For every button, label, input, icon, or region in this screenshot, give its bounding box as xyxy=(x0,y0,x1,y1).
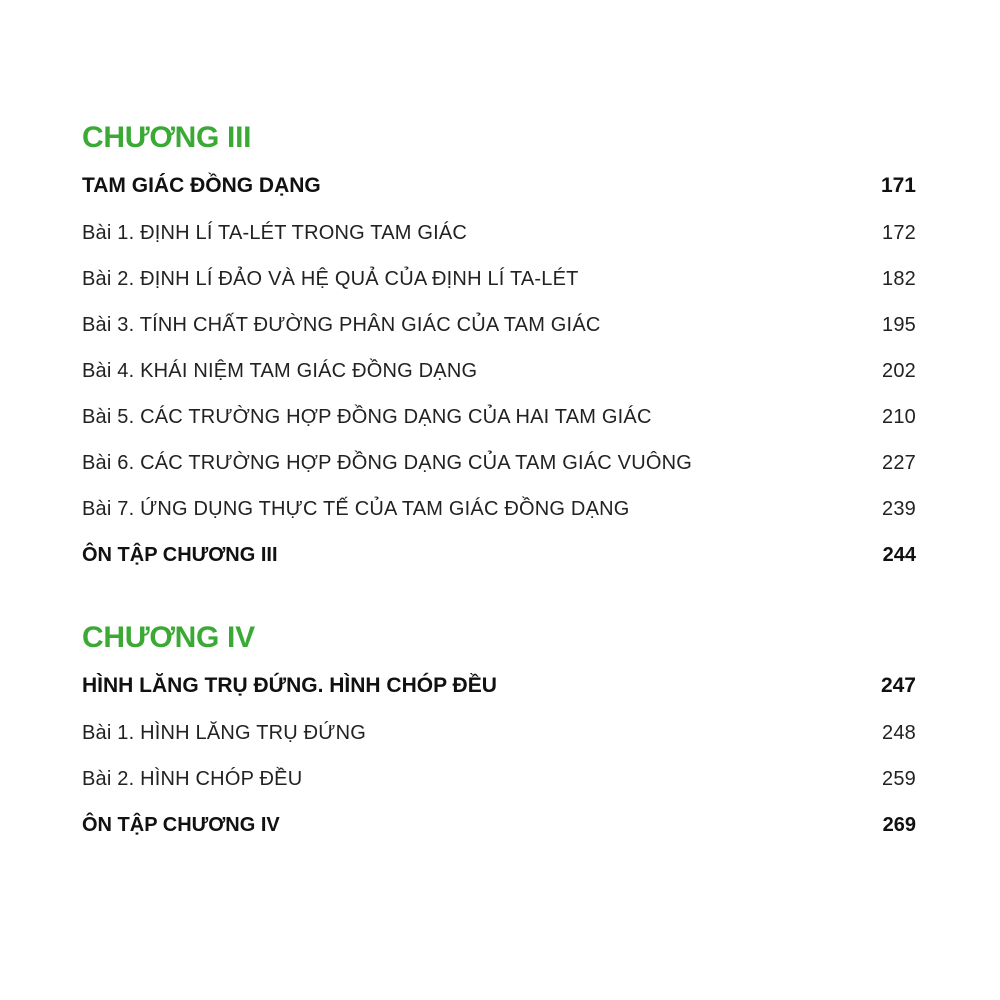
table-of-contents xyxy=(82,118,916,848)
page-number: 210 xyxy=(882,405,916,428)
page-number: 172 xyxy=(882,221,916,244)
page-number: 202 xyxy=(882,359,916,382)
lesson-title: Bài 1. ĐỊNH LÍ TA-LÉT TRONG TAM GIÁC xyxy=(82,221,468,244)
lesson-title: Bài 3. TÍNH CHẤT ĐƯỜNG PHÂN GIÁC CỦA TAM GIÁC xyxy=(82,313,601,336)
page-number: 195 xyxy=(882,313,916,336)
chapter-title: HÌNH LĂNG TRỤ ĐỨNG. HÌNH CHÓP ĐỀU xyxy=(82,674,497,697)
lesson-title: Bài 7. ỨNG DỤNG THỰC TẾ CỦA TAM GIÁC ĐỒNG DẠNG xyxy=(82,497,630,520)
page-number: 227 xyxy=(882,451,916,474)
page-number: 171 xyxy=(880,174,916,197)
page-number: 248 xyxy=(882,721,916,744)
page-number: 239 xyxy=(882,497,916,520)
page-number: 182 xyxy=(882,267,916,290)
toc-entry-review[interactable] xyxy=(82,802,916,848)
chapter-3 xyxy=(82,118,916,578)
chapter-label: CHƯƠNG IV xyxy=(82,621,255,654)
lesson-title: Bài 4. KHÁI NIỆM TAM GIÁC ĐỒNG DẠNG xyxy=(82,359,478,382)
chapter-4 xyxy=(82,618,916,848)
toc-entry-lesson-2[interactable] xyxy=(82,756,916,802)
review-title: ÔN TẬP CHƯƠNG IV xyxy=(82,813,280,836)
chapter-title: TAM GIÁC ĐỒNG DẠNG xyxy=(82,174,321,197)
toc-entry-lesson-1[interactable] xyxy=(82,210,916,256)
toc-entry-review[interactable] xyxy=(82,532,916,578)
lesson-title: Bài 5. CÁC TRƯỜNG HỢP ĐỒNG DẠNG CỦA HAI TAM GIÁC xyxy=(82,405,652,428)
toc-entry-lesson-2[interactable] xyxy=(82,256,916,302)
toc-entry-lesson-5[interactable] xyxy=(82,394,916,440)
toc-entry-lesson-6[interactable] xyxy=(82,440,916,486)
toc-entry-lesson-4[interactable] xyxy=(82,348,916,394)
chapter-label: CHƯƠNG III xyxy=(82,121,252,154)
lesson-title: Bài 6. CÁC TRƯỜNG HỢP ĐỒNG DẠNG CỦA TAM GIÁC VUÔNG xyxy=(82,451,692,474)
lesson-title: Bài 2. HÌNH CHÓP ĐỀU xyxy=(82,767,303,790)
lesson-title: Bài 2. ĐỊNH LÍ ĐẢO VÀ HỆ QUẢ CỦA ĐỊNH LÍ TA-LÉT xyxy=(82,267,579,290)
lesson-title: Bài 1. HÌNH LĂNG TRỤ ĐỨNG xyxy=(82,721,366,744)
page-number: 259 xyxy=(882,767,916,790)
page-number: 247 xyxy=(880,674,916,697)
toc-entry-lesson-3[interactable] xyxy=(82,302,916,348)
chapter-title-row[interactable] xyxy=(82,662,916,710)
page-number: 269 xyxy=(882,813,916,836)
page-number: 244 xyxy=(882,543,916,566)
review-title: ÔN TẬP CHƯƠNG III xyxy=(82,543,278,566)
toc-entry-lesson-1[interactable] xyxy=(82,710,916,756)
toc-entry-lesson-7[interactable] xyxy=(82,486,916,532)
chapter-title-row[interactable] xyxy=(82,162,916,210)
